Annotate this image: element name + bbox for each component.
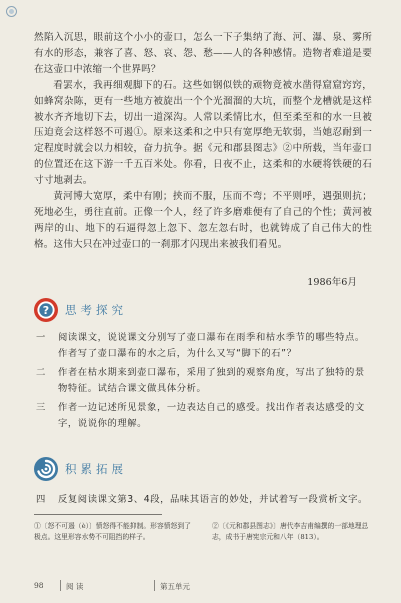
body-paragraph-2: 看罢水，我再细观脚下的石。这些如钢似铁的顽物竟被水凿得窟窟窍窍，如蜂窝杂陈，更有一些地方被旋出一个个光溜溜的大坑，而整个龙槽就是这样被水齐齐地切下去，切出一道深沟。人常以柔情比水，但至柔至和的水一旦被压迫竟会这样怒不可遏①。原来这柔和之中只有宽厚绝无软弱，当她忍耐到一定程度时就会以力相较，奋力抗争。据《元和郡县图志》②中所载，当年壶口的位置还在这下游一千五百米处。你看，日夜不止，这柔和的水硬将铁硬的石寸寸地剥去。 [34,79,372,187]
question-number: 一 [36,332,46,343]
footer-divider [60,580,61,591]
question-text: 作者一边记述所见景象，一边表达自己的感受。找出作者表达感受的文字，说说你的理解。 [58,402,365,429]
page-number: 98 [34,581,44,590]
footnotes [34,521,372,542]
question-number: 四 [36,494,46,505]
svg-text:?: ? [42,304,50,317]
footer-section-label: 阅 读 [66,582,84,591]
question-item [36,400,374,431]
footnote-1: ①〔怒不可遏（è）〕愤怒得不能抑制。形容愤怒到了极点。这里形容水势不可阻挡的样子。 [34,522,191,541]
question-item [36,365,374,396]
article-body [34,30,372,253]
question-item [36,330,374,361]
question-number: 二 [36,367,46,379]
think-question-list [36,330,374,432]
footer-divider [154,580,155,591]
footnote-divider [34,514,162,515]
accumulate-section-title: 积累拓展 [65,462,127,476]
circle-ornament-icon [6,6,17,17]
question-text: 反复阅读课文第3、4段，品味其语言的妙处，并试着写一段赏析文字。 [58,494,368,505]
swirl-badge-icon [33,456,59,482]
body-paragraph-1: 然陷入沉思，眼前这个小小的壶口，怎么一下子集纳了海、河、瀑、泉、雾所有水的形态，兼容了喜、怒、哀、怨、愁——人的各种感情。造物者难道是要在这壶口中浓缩一个世界吗？ [34,32,372,75]
body-paragraph-3: 黄河博大宽厚，柔中有刚；挟而不服，压而不弯；不平则呼，遇强则抗；死地必生，勇往直前。正像一个人，经了许多磨难便有了自己的个性；黄河被两岸的山、地下的石逼得忽上忽下、忽左忽右时，也就铸成了自己伟大的性格。这伟大只在冲过壶口的一刹那才闪现出来被我们看见。 [34,191,372,250]
footnote-2: ②〔《元和郡县图志》〕唐代李吉甫编撰的一部地理总志，成书于唐宪宗元和八年（813）。 [212,522,369,541]
accumulate-section-header [33,456,127,482]
question-number: 三 [36,402,46,414]
think-section-header [33,297,127,323]
think-section-title: 思考探究 [65,303,127,317]
question-mark-badge-icon [33,297,59,323]
question-text: 阅读课文，说说课文分别写了壶口瀑布在雨季和枯水季节的哪些特点。作者写了壶口瀑布的水之后，为什么又写“脚下的石”？ [58,332,365,359]
question-item [36,492,374,508]
footer-unit-label: 第五单元 [160,582,190,591]
article-date: 1986年6月 [307,277,357,288]
question-text: 作者在枯水期来到壶口瀑布，采用了独到的观察角度，写出了独特的景物特征。试结合课文做具体分析。 [58,367,365,394]
accumulate-question-list [36,492,374,508]
